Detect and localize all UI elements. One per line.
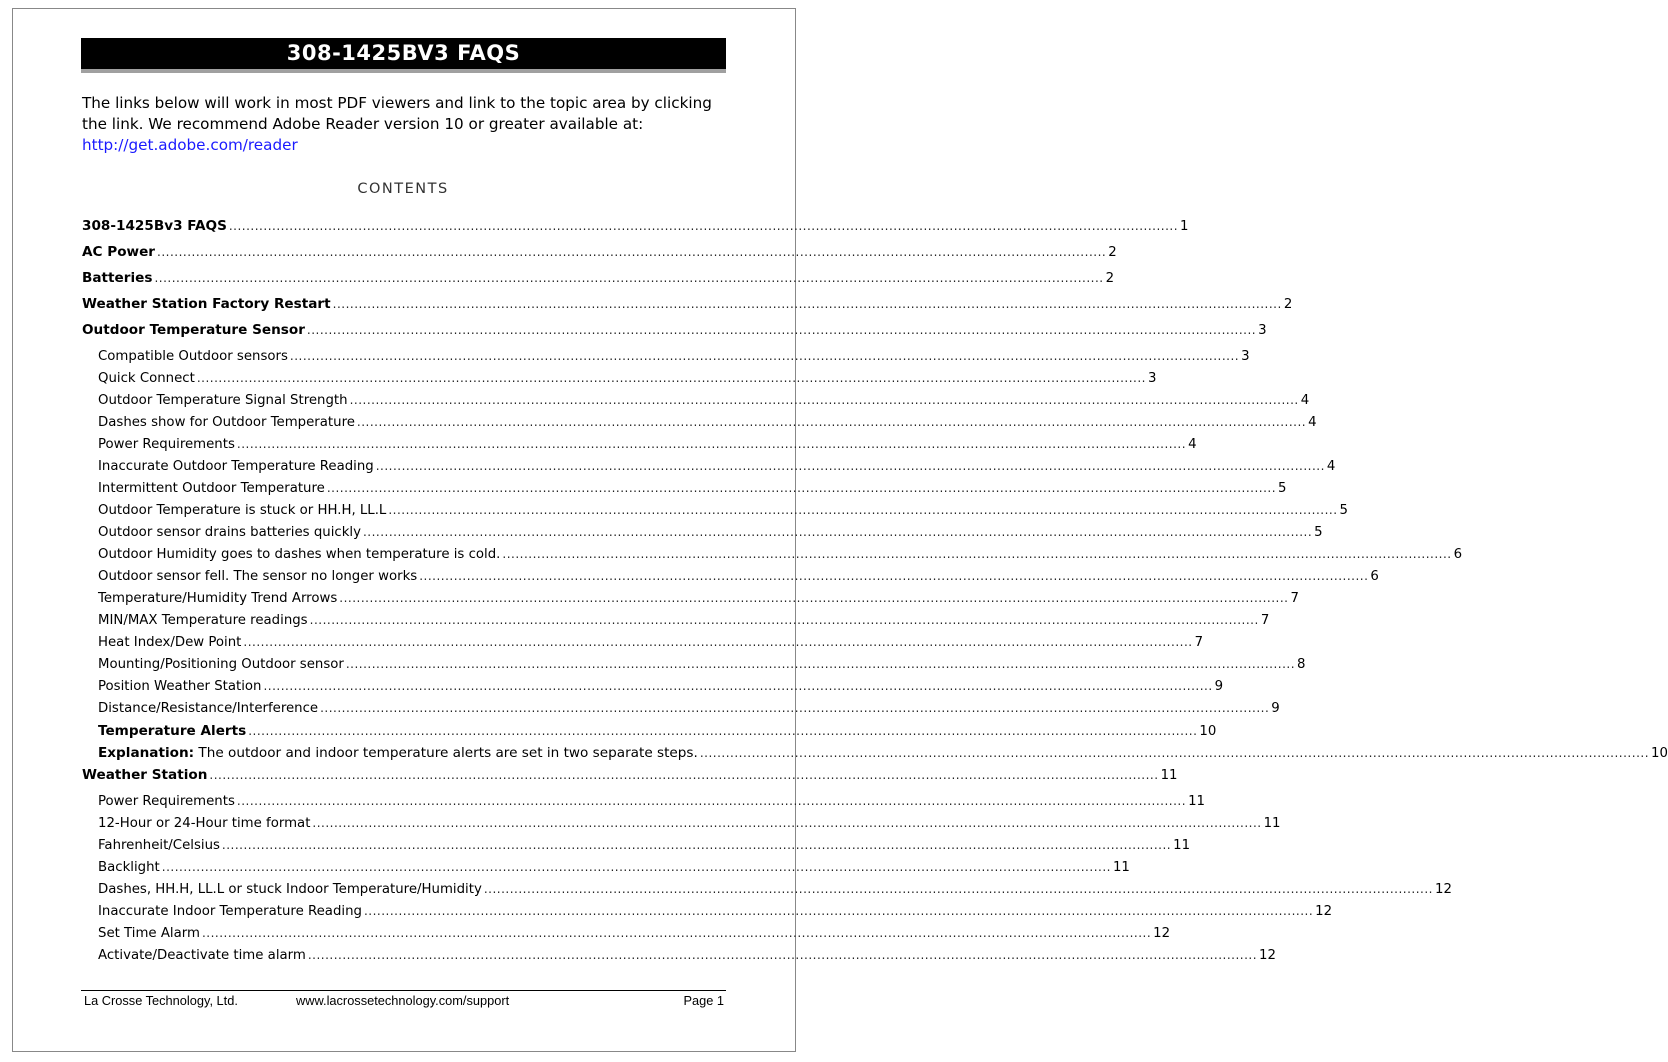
toc-entry-title: Outdoor Temperature Signal Strength — [98, 393, 348, 408]
toc-entry[interactable] — [82, 244, 1117, 260]
toc-entry-title: Inaccurate Outdoor Temperature Reading — [98, 459, 374, 474]
toc-page-number: 10 — [1199, 724, 1217, 739]
toc-subentry[interactable] — [98, 794, 1205, 809]
toc-leader: ............................................................................................................................................................................................................................ — [228, 219, 1179, 233]
toc-entry-title: Dashes, HH.H, LL.L or stuck Indoor Temperature/Humidity — [98, 882, 482, 897]
toc-entry-title: Distance/Resistance/Interference — [98, 701, 319, 716]
toc-leader: ............................................................................................................................................................................................................................ — [349, 393, 1299, 407]
toc-leader: ............................................................................................................................................................................................................................ — [157, 245, 1107, 259]
toc-entry[interactable] — [82, 322, 1267, 338]
toc-leader: ............................................................................................................................................................................................................................ — [345, 657, 1296, 671]
footer-company: La Crosse Technology, Ltd. — [84, 993, 238, 1008]
toc-entry-title — [98, 745, 698, 761]
toc-page-number: 6 — [1370, 569, 1379, 584]
toc-entry[interactable] — [82, 767, 1178, 783]
toc-entry-title: Set Time Alarm — [98, 926, 200, 941]
toc-leader: ............................................................................................................................................................................................................................ — [209, 768, 1159, 782]
toc-page-number: 2 — [1105, 271, 1115, 286]
toc-subentry[interactable] — [98, 393, 1310, 408]
toc-leader: ............................................................................................................................................................................................................................ — [312, 816, 1262, 830]
toc-entry-title: Power Requirements — [98, 794, 235, 809]
explanation-label: Explanation: — [98, 745, 195, 761]
adobe-reader-link[interactable]: http://get.adobe.com/reader — [82, 136, 298, 154]
toc-leader: ............................................................................................................................................................................................................................ — [307, 948, 1258, 962]
toc-entry-title: Fahrenheit/Celsius — [98, 838, 220, 853]
toc-subentry[interactable] — [98, 882, 1452, 897]
toc-subentry[interactable] — [98, 459, 1336, 474]
toc-entry-title: Mounting/Positioning Outdoor sensor — [98, 657, 344, 672]
intro-text: The links below will work in most PDF viewers and link to the topic area by clicking the link. We recommend Adobe Reader version 10 or greater available at: — [82, 94, 712, 133]
toc-subentry[interactable] — [98, 657, 1306, 672]
toc-subentry[interactable] — [98, 948, 1276, 963]
toc-subentry[interactable] — [98, 371, 1157, 386]
toc-subentry[interactable] — [98, 437, 1197, 452]
toc-subentry[interactable] — [98, 481, 1287, 496]
toc-subentry[interactable] — [98, 349, 1250, 364]
toc-page-number: 12 — [1153, 926, 1171, 941]
toc-entry-title: Weather Station — [82, 767, 208, 783]
toc-page-number: 10 — [1651, 746, 1668, 761]
toc-leader: ............................................................................................................................................................................................................................ — [502, 547, 1452, 561]
footer-divider — [81, 990, 726, 991]
contents-heading: CONTENTS — [357, 181, 449, 197]
toc-page-number: 7 — [1290, 591, 1299, 606]
toc-page-number: 1 — [1180, 219, 1189, 234]
toc-leader: ............................................................................................................................................................................................................................ — [161, 860, 1111, 874]
toc-page-number: 9 — [1214, 679, 1224, 694]
toc-subentry[interactable] — [98, 569, 1379, 584]
toc-page-number: 12 — [1259, 948, 1276, 963]
toc-leader: ............................................................................................................................................................................................................................ — [306, 323, 1257, 337]
toc-subentry[interactable] — [98, 415, 1317, 430]
toc-subentry[interactable] — [98, 503, 1348, 518]
toc-entry-title: Outdoor Temperature Sensor — [82, 322, 305, 338]
toc-page-number: 7 — [1194, 635, 1204, 650]
page-title: 308-1425BV3 FAQS — [81, 38, 726, 69]
toc-leader: ............................................................................................................................................................................................................................ — [221, 838, 1172, 852]
toc-page-number: 5 — [1278, 481, 1287, 496]
title-shadow — [81, 69, 726, 73]
toc-page-number: 11 — [1112, 860, 1130, 875]
toc-subentry[interactable] — [98, 838, 1191, 853]
toc-entry-title: Activate/Deactivate time alarm — [98, 948, 306, 963]
toc-leader: ............................................................................................................................................................................................................................ — [363, 904, 1314, 918]
toc-leader: ............................................................................................................................................................................................................................ — [236, 794, 1187, 808]
toc-leader: ............................................................................................................................................................................................................................ — [388, 503, 1338, 517]
toc-subentry[interactable] — [98, 904, 1333, 919]
toc-entry-title: Outdoor sensor fell. The sensor no longer works — [98, 569, 418, 584]
toc-entry-title: 308-1425Bv3 FAQS — [82, 218, 227, 234]
toc-leader: ............................................................................................................................................................................................................................ — [339, 591, 1289, 605]
toc-entry[interactable] — [82, 218, 1189, 234]
explanation-text: The outdoor and indoor temperature alerts are set in two separate steps. — [194, 745, 698, 761]
toc-entry-title: MIN/MAX Temperature readings — [98, 613, 308, 628]
toc-leader: ............................................................................................................................................................................................................................ — [699, 746, 1650, 760]
toc-page-number: 7 — [1260, 613, 1270, 628]
toc-leader: ............................................................................................................................................................................................................................ — [332, 297, 1282, 311]
toc-entry-title: Temperature/Humidity Trend Arrows — [98, 591, 338, 606]
toc-entry-title: Position Weather Station — [98, 679, 262, 694]
toc-leader: ............................................................................................................................................................................................................................ — [362, 525, 1313, 539]
toc-entry-title: Dashes show for Outdoor Temperature — [98, 415, 355, 430]
toc-entry-title: Weather Station Factory Restart — [82, 296, 331, 312]
footer-website: www.lacrossetechnology.com/support — [296, 993, 510, 1008]
toc-entry-title: Quick Connect — [98, 371, 195, 386]
toc-leader: ............................................................................................................................................................................................................................ — [289, 349, 1240, 363]
toc-leader: ............................................................................................................................................................................................................................ — [196, 371, 1146, 385]
toc-leader: ............................................................................................................................................................................................................................ — [154, 271, 1104, 285]
toc-subentry[interactable] — [98, 635, 1204, 650]
toc-leader: ............................................................................................................................................................................................................................ — [309, 613, 1259, 627]
intro-paragraph — [82, 93, 732, 156]
toc-subentry[interactable] — [98, 745, 1668, 761]
footer-page-number: Page 1 — [683, 993, 724, 1008]
toc-leader: ............................................................................................................................................................................................................................ — [326, 481, 1277, 495]
toc-entry-title: Outdoor sensor drains batteries quickly — [98, 525, 361, 540]
toc-page-number: 5 — [1314, 525, 1323, 540]
toc-subentry[interactable] — [98, 860, 1130, 875]
toc-subentry[interactable] — [98, 613, 1270, 628]
toc-page-number: 3 — [1148, 371, 1157, 386]
toc-leader: ............................................................................................................................................................................................................................ — [419, 569, 1369, 583]
toc-page-number: 4 — [1308, 415, 1317, 430]
toc-page-number: 6 — [1453, 547, 1463, 562]
toc-entry-title: 12-Hour or 24-Hour time format — [98, 816, 311, 831]
toc-subentry[interactable] — [98, 525, 1323, 540]
toc-page-number: 2 — [1108, 245, 1117, 260]
toc-subentry[interactable] — [98, 816, 1281, 831]
toc-entry-title: Outdoor Humidity goes to dashes when temperature is cold. — [98, 547, 501, 562]
toc-entry[interactable] — [82, 296, 1293, 312]
toc-leader: ............................................................................................................................................................................................................................ — [483, 882, 1433, 896]
toc-page-number: 4 — [1188, 437, 1197, 452]
toc-entry-title: Intermittent Outdoor Temperature — [98, 481, 325, 496]
toc-leader: ............................................................................................................................................................................................................................ — [243, 635, 1193, 649]
toc-page-number: 12 — [1435, 882, 1452, 897]
toc-entry-title: AC Power — [82, 244, 156, 260]
toc-entry-title: Outdoor Temperature is stuck or HH.H, LL.L — [98, 503, 387, 518]
toc-leader: ............................................................................................................................................................................................................................ — [201, 926, 1152, 940]
toc-entry-title: Compatible Outdoor sensors — [98, 349, 288, 364]
toc-page-number: 11 — [1263, 816, 1281, 831]
toc-page-number: 9 — [1271, 701, 1280, 716]
toc-page-number: 3 — [1258, 323, 1267, 338]
toc-entry-title: Heat Index/Dew Point — [98, 635, 242, 650]
toc-page-number: 11 — [1160, 768, 1178, 783]
toc-entry[interactable] — [82, 270, 1115, 286]
toc-leader: ............................................................................................................................................................................................................................ — [356, 415, 1307, 429]
toc-subentry[interactable] — [98, 701, 1280, 716]
toc-entry-title: Temperature Alerts — [98, 723, 247, 739]
toc-page-number: 5 — [1339, 503, 1348, 518]
toc-leader: ............................................................................................................................................................................................................................ — [236, 437, 1187, 451]
toc-subentry[interactable] — [98, 547, 1463, 562]
toc-leader: ............................................................................................................................................................................................................................ — [375, 459, 1325, 473]
toc-page-number: 2 — [1283, 297, 1293, 312]
toc-subentry[interactable] — [98, 926, 1171, 941]
toc-entry-title: Backlight — [98, 860, 160, 875]
toc-leader: ............................................................................................................................................................................................................................ — [263, 679, 1213, 693]
toc-entry-title: Inaccurate Indoor Temperature Reading — [98, 904, 362, 919]
toc-entry-title: Batteries — [82, 270, 153, 286]
toc-subentry[interactable] — [98, 723, 1217, 739]
toc-page-number: 4 — [1300, 393, 1310, 408]
toc-subentry[interactable] — [98, 591, 1299, 606]
toc-page-number: 8 — [1297, 657, 1306, 672]
toc-page-number: 11 — [1188, 794, 1205, 809]
toc-page-number: 4 — [1326, 459, 1336, 474]
toc-page-number: 12 — [1315, 904, 1333, 919]
toc-entry-title: Power Requirements — [98, 437, 235, 452]
toc-leader: ............................................................................................................................................................................................................................ — [320, 701, 1270, 715]
toc-subentry[interactable] — [98, 679, 1224, 694]
toc-page-number: 3 — [1241, 349, 1250, 364]
toc-leader: ............................................................................................................................................................................................................................ — [248, 724, 1198, 738]
toc-page-number: 11 — [1173, 838, 1191, 853]
